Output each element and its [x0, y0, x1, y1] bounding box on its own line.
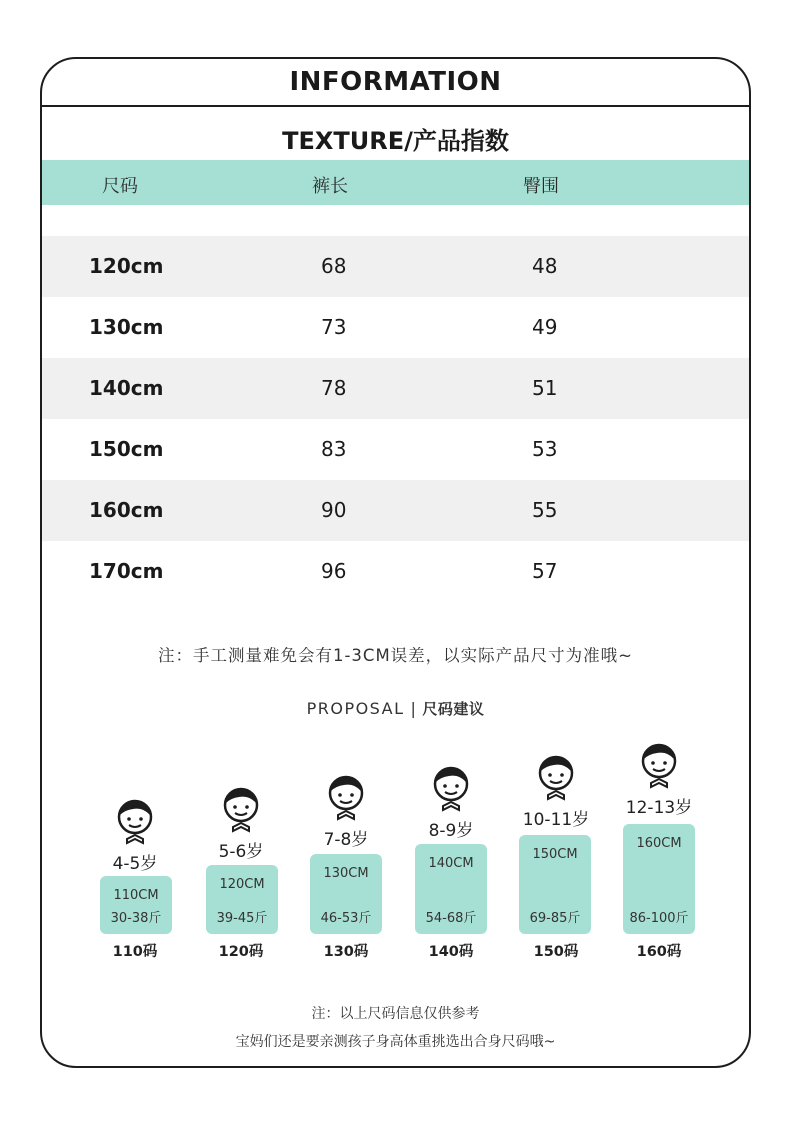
- size-code: 120码: [218, 944, 264, 960]
- age-label: 8-9岁: [428, 821, 474, 841]
- age-label: 12-13岁: [625, 798, 693, 818]
- size-box: [310, 854, 382, 934]
- cell-hip: 55: [532, 498, 558, 522]
- cell-hip: 53: [532, 437, 558, 461]
- size-code: 110码: [112, 944, 158, 960]
- page-title: INFORMATION: [289, 67, 502, 97]
- size-code: 130码: [323, 944, 369, 960]
- cell-length: 68: [321, 254, 347, 278]
- size-box: [100, 876, 172, 934]
- size-code: 150码: [533, 944, 579, 960]
- cell-size: 150cm: [89, 437, 164, 461]
- age-label: 10-11岁: [522, 810, 590, 830]
- weight-range: 69-85斤: [529, 911, 581, 926]
- title-divider: [42, 105, 749, 107]
- weight-range: 30-38斤: [110, 911, 162, 926]
- proposal-separator: |: [410, 699, 417, 718]
- height-range: 140CM: [428, 856, 474, 871]
- weight-range: 86-100斤: [629, 911, 689, 926]
- proposal-en: PROPOSAL: [306, 699, 405, 718]
- cell-hip: 48: [532, 254, 558, 278]
- height-range: 110CM: [113, 888, 159, 903]
- size-box: [623, 824, 695, 934]
- size-box: [415, 844, 487, 934]
- kid-figure-140: [411, 764, 491, 841]
- kid-figure-160: [619, 741, 699, 818]
- age-label: 7-8岁: [323, 830, 369, 850]
- cell-hip: 57: [532, 559, 558, 583]
- reference-note-detail: 宝妈们还是要亲测孩子身高体重挑选出合身尺码哦~: [235, 1034, 556, 1050]
- kid-face-icon: [324, 773, 368, 823]
- size-box: [519, 835, 591, 934]
- table-row: [42, 541, 749, 602]
- table-row: [42, 236, 749, 297]
- age-label: 4-5岁: [112, 854, 158, 874]
- proposal-heading: [42, 698, 749, 719]
- cell-size: 160cm: [89, 498, 164, 522]
- size-box: [206, 865, 278, 934]
- cell-hip: 51: [532, 376, 558, 400]
- header-length: 裤长: [312, 176, 348, 197]
- kid-face-icon: [429, 764, 473, 814]
- cell-length: 96: [321, 559, 347, 583]
- table-row: [42, 480, 749, 541]
- size-code: 140码: [428, 944, 474, 960]
- reference-note: 注：以上尺码信息仅供参考: [311, 1006, 480, 1022]
- size-info-card: [40, 57, 751, 1068]
- table-row: [42, 358, 749, 419]
- header-hip: 臀围: [523, 176, 559, 197]
- table-header: [42, 160, 749, 205]
- kid-figure-120: [201, 785, 281, 862]
- table-row: [42, 419, 749, 480]
- cell-size: 140cm: [89, 376, 164, 400]
- proposal-zh: 尺码建议: [422, 700, 485, 718]
- height-range: 160CM: [636, 836, 682, 851]
- kid-face-icon: [637, 741, 681, 791]
- cell-length: 83: [321, 437, 347, 461]
- weight-range: 46-53斤: [320, 911, 372, 926]
- cell-length: 73: [321, 315, 347, 339]
- cell-size: 170cm: [89, 559, 164, 583]
- kid-face-icon: [219, 785, 263, 835]
- weight-range: 39-45斤: [216, 911, 268, 926]
- section-title-texture: TEXTURE/产品指数: [282, 127, 509, 155]
- weight-range: 54-68斤: [425, 911, 477, 926]
- cell-length: 90: [321, 498, 347, 522]
- size-code: 160码: [636, 944, 682, 960]
- measurement-note: 注：手工测量难免会有1-3CM误差，以实际产品尺寸为准哦~: [157, 646, 634, 665]
- height-range: 120CM: [219, 877, 265, 892]
- age-label: 5-6岁: [218, 842, 264, 862]
- kid-figure-110: [95, 797, 175, 874]
- kid-figure-150: [516, 753, 596, 830]
- kid-face-icon: [534, 753, 578, 803]
- cell-length: 78: [321, 376, 347, 400]
- kid-figure-130: [306, 773, 386, 850]
- kid-face-icon: [113, 797, 157, 847]
- cell-hip: 49: [532, 315, 558, 339]
- header-size: 尺码: [102, 176, 138, 197]
- cell-size: 130cm: [89, 315, 164, 339]
- cell-size: 120cm: [89, 254, 164, 278]
- height-range: 130CM: [323, 866, 369, 881]
- height-range: 150CM: [532, 847, 578, 862]
- table-row: [42, 297, 749, 358]
